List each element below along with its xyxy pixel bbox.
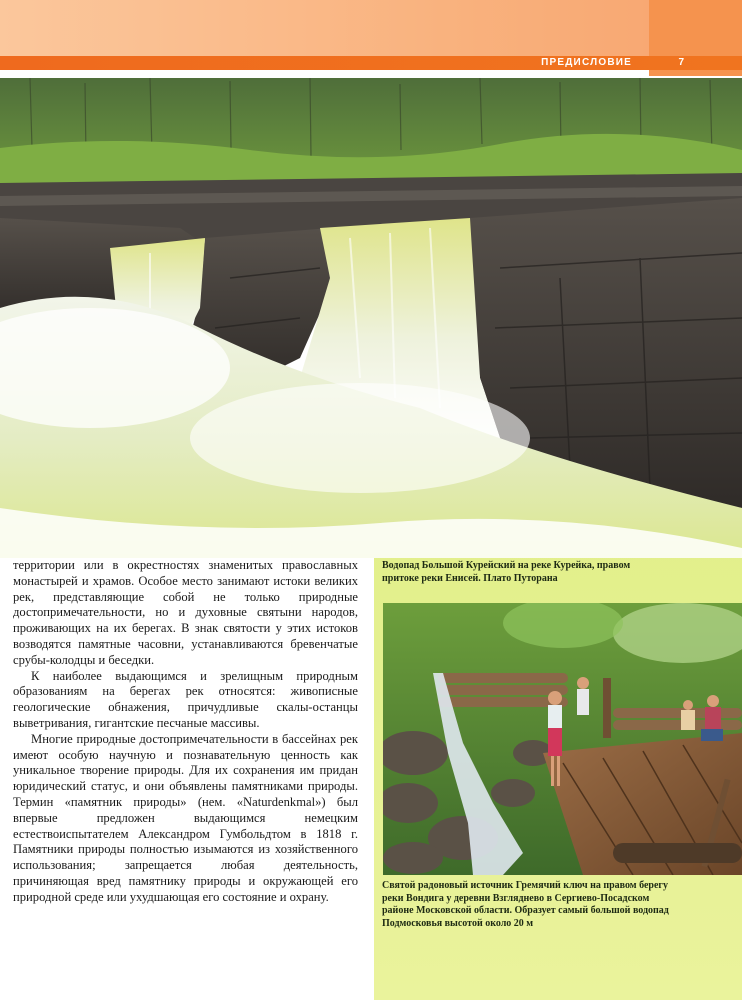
spring-photo [383, 603, 742, 875]
page-number: 7 [678, 57, 684, 68]
waterfall-caption: Водопад Большой Курейский на реке Курейка, правом притоке реки Енисей. Плато Путорана [382, 560, 631, 584]
header-band [0, 0, 742, 56]
paragraph: К наиболее выдающимся и зрелищным природным образованиям на берегах рек относятся: живописные геологические обнажения, причудливые скалы-останцы выветривания, гигантские песчаные массивы. [13, 668, 358, 730]
body-text [13, 558, 358, 906]
spring-caption: Святой радоновый источник Гремячий ключ на правом берегу реки Вондига у деревни Взгляднево в Сергиево-Посадском районе Московской области. Образует самый большой водопад Подмосковья высотой около 20 м [382, 880, 669, 929]
paragraph: территории или в окрестностях знаменитых православных монастырей и храмов. Особое место занимают истоки великих рек, представляющие собой не только природные достопримечательности, но и духовные святыни народов, проживающих на их берегах. В знак святости у этих истоков возводятся памятные часовни, устанавливаются бревенчатые срубы-колодцы и беседки. [13, 558, 358, 667]
section-title: ПРЕДИСЛОВИЕ [541, 57, 632, 68]
waterfall-photo [0, 78, 742, 558]
paragraph: Многие природные достопримечательности в бассейнах рек имеют особую научную и познавательную ценность как уникальное творение природы. Для их сохранения им придан юридический статус, и они объявлены памятниками природы. Термин «памятник природы» (нем. «Naturdenkmal») был впервые предложен выдающимся немецким естествоиспытателем Александром Гумбольдтом в 1818 г. Памятники природы полностью изымаются из хозяйственного использования; запрещается любая деятельность, причиняющая вред памятнику природы и окружающей его природной среде или ухудшающая его состояние и охрану. [13, 731, 358, 904]
